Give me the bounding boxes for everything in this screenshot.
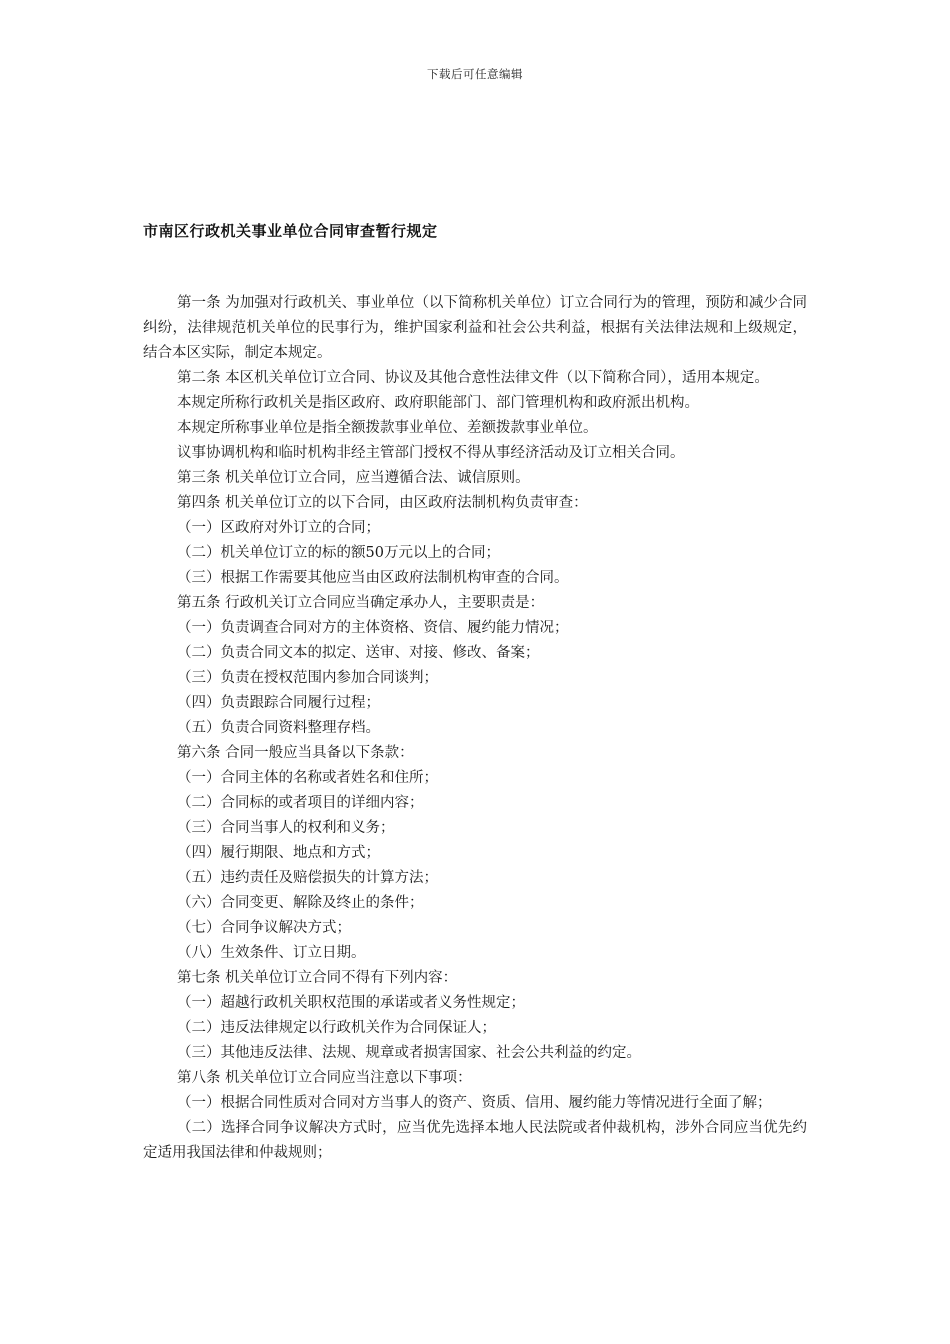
paragraph-article-6: 第六条 合同一般应当具备以下条款： — [177, 745, 414, 761]
list-item: （六）合同变更、解除及终止的条件； — [177, 895, 424, 911]
paragraph: 本规定所称行政机关是指区政府、政府职能部门、部门管理机构和政府派出机构。 — [177, 395, 699, 411]
paragraph-article-3: 第三条 机关单位订立合同，应当遵循合法、诚信原则。 — [177, 470, 530, 486]
list-item: （五）违约责任及赔偿损失的计算方法； — [177, 870, 438, 886]
list-item: （二）选择合同争议解决方式时，应当优先选择本地人民法院或者仲裁机构，涉外合同应当优先约定适用我国法律和仲裁规则； — [143, 1120, 807, 1161]
paragraph: 本规定所称事业单位是指全额拨款事业单位、差额拨款事业单位。 — [177, 420, 598, 436]
paragraph-article-1: 第一条 为加强对行政机关、事业单位（以下简称机关单位）订立合同行为的管理，预防和减少合同纠纷，法律规范机关单位的民事行为，维护国家利益和社会公共利益，根据有关法律法规和上级规定，结合本区实际，制定本规定。 — [143, 295, 807, 361]
paragraph-article-2: 第二条 本区机关单位订立合同、协议及其他合意性法律文件（以下简称合同），适用本规定。 — [177, 370, 769, 386]
list-item: （三）根据工作需要其他应当由区政府法制机构审查的合同。 — [177, 570, 569, 586]
paragraph: 议事协调机构和临时机构非经主管部门授权不得从事经济活动及订立相关合同。 — [177, 445, 685, 461]
document-body — [143, 291, 807, 1166]
list-item: （四）负责跟踪合同履行过程； — [177, 695, 380, 711]
list-item: （一）区政府对外订立的合同； — [177, 520, 380, 536]
list-item: （三）合同当事人的权利和义务； — [177, 820, 395, 836]
list-item: （四）履行期限、地点和方式； — [177, 845, 380, 861]
list-item: （一）负责调查合同对方的主体资格、资信、履约能力情况； — [177, 620, 569, 636]
list-item: （二）违反法律规定以行政机关作为合同保证人； — [177, 1020, 496, 1036]
list-item: （一）根据合同性质对合同对方当事人的资产、资质、信用、履约能力等情况进行全面了解； — [177, 1095, 772, 1111]
list-item: （三）负责在授权范围内参加合同谈判； — [177, 670, 438, 686]
document-title: 市南区行政机关事业单位合同审查暂行规定 — [143, 222, 438, 240]
paragraph-article-7: 第七条 机关单位订立合同不得有下列内容： — [177, 970, 458, 986]
paragraph-article-4: 第四条 机关单位订立的以下合同，由区政府法制机构负责审查： — [177, 495, 588, 511]
list-item: （八）生效条件、订立日期。 — [177, 945, 366, 961]
list-item: （二）机关单位订立的标的额50万元以上的合同； — [177, 545, 500, 561]
list-item: （三）其他违反法律、法规、规章或者损害国家、社会公共利益的约定。 — [177, 1045, 641, 1061]
paragraph-article-8: 第八条 机关单位订立合同应当注意以下事项： — [177, 1070, 472, 1086]
page-header: 下载后可任意编辑 — [427, 67, 523, 81]
list-item: （五）负责合同资料整理存档。 — [177, 720, 380, 736]
list-item: （一）合同主体的名称或者姓名和住所； — [177, 770, 438, 786]
list-item: （二）合同标的或者项目的详细内容； — [177, 795, 424, 811]
list-item: （一）超越行政机关职权范围的承诺或者义务性规定； — [177, 995, 525, 1011]
list-item: （七）合同争议解决方式； — [177, 920, 351, 936]
list-item: （二）负责合同文本的拟定、送审、对接、修改、备案； — [177, 645, 540, 661]
paragraph-article-5: 第五条 行政机关订立合同应当确定承办人，主要职责是： — [177, 595, 545, 611]
